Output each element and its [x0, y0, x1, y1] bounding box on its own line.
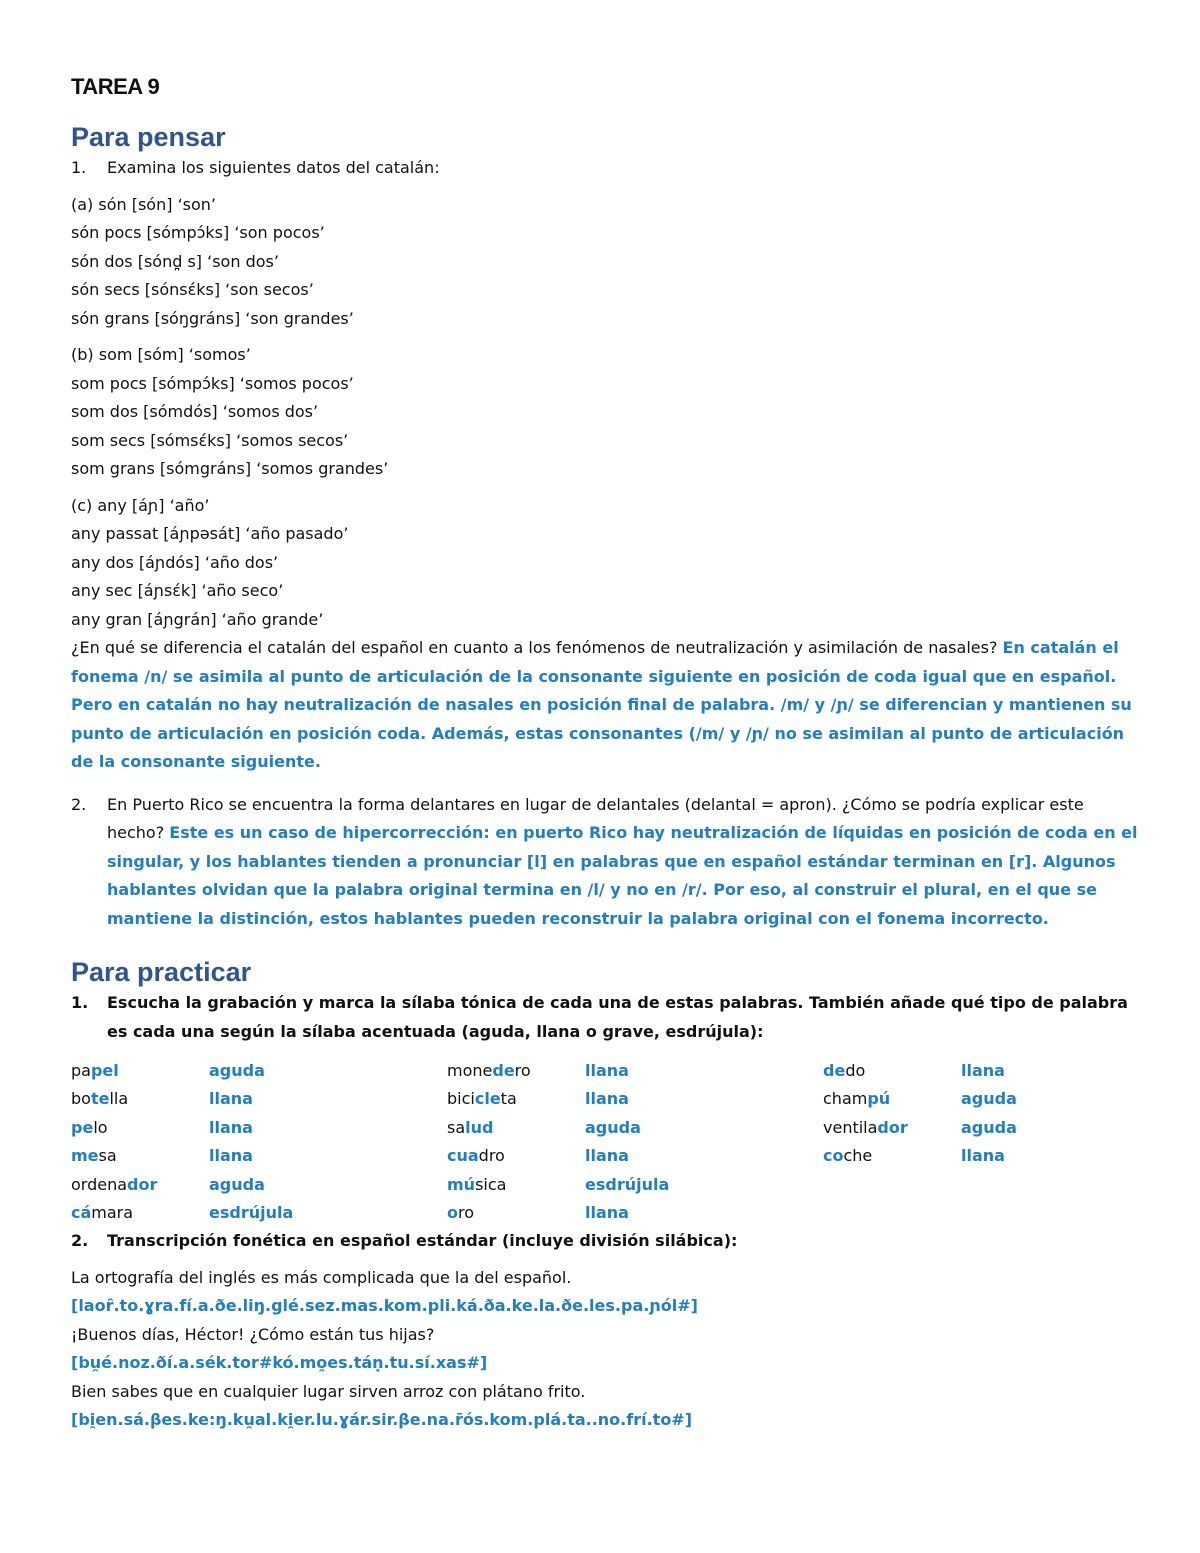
data-line: any passat [áɲpəsát] ‘año pasado’ [71, 524, 349, 543]
word-type-cell [961, 1170, 1081, 1199]
word-cell [447, 1170, 585, 1199]
document-page [71, 72, 1141, 1435]
data-line: (b) som [sóm] ‘somos’ [71, 345, 251, 364]
catalan-data-groups [71, 191, 1141, 635]
word-type: llana [209, 1146, 253, 1166]
word-unstressed-end: lo [93, 1117, 108, 1137]
table-row [71, 1113, 1081, 1142]
word-type-cell [961, 1142, 1081, 1171]
phonetic-transcription: [bu̯é.noz.ðí.a.sék.tor#kó.mo̯es.táṇ.tu.sí.xas#] [71, 1353, 488, 1372]
word-unstressed-end: ta [500, 1089, 517, 1109]
word-unstressed-end: sica [475, 1174, 507, 1194]
word-cell [71, 1199, 209, 1228]
stressed-syllable: dor [127, 1174, 158, 1194]
word [447, 1146, 505, 1165]
table-row [71, 1085, 1081, 1114]
data-line: any dos [áɲdós] ‘año dos’ [71, 552, 279, 572]
word-cell [71, 1056, 209, 1085]
data-line: són dos [sónd̪ s] ‘son dos’ [71, 251, 279, 271]
stressed-syllable: cá [71, 1203, 92, 1223]
word [447, 1061, 531, 1080]
stressed-syllable: pe [71, 1117, 94, 1137]
data-line: any gran [áɲgrán] ‘año grande’ [71, 609, 324, 629]
question-text: En Puerto Rico se encuentra la forma delantares en lugar de delantales (delantal = apron). ¿Cómo se podría explicar este hecho? [107, 794, 1084, 842]
transcription-list [71, 1264, 1141, 1435]
word-unstressed-end: che [843, 1146, 873, 1166]
word-unstressed-start: bo [71, 1089, 91, 1109]
word-cell [823, 1085, 961, 1114]
word-cell [447, 1199, 585, 1228]
question-1-paragraph [71, 634, 1141, 777]
stressed-syllable: me [71, 1146, 99, 1166]
stressed-syllable: cua [447, 1146, 479, 1166]
table-row [71, 1199, 1081, 1228]
word-type-cell [585, 1170, 823, 1199]
word [447, 1089, 517, 1108]
data-line: som dos [sómdós] ‘somos dos’ [71, 402, 319, 421]
stressed-syllable: mú [447, 1174, 476, 1194]
word-type: esdrújula [209, 1203, 294, 1223]
word-unstressed-end: do [845, 1060, 866, 1080]
question-number: 2. [71, 794, 87, 814]
word [447, 1175, 506, 1194]
word-type: llana [585, 1089, 629, 1109]
word-cell [823, 1113, 961, 1142]
word [823, 1118, 908, 1137]
phonetic-transcription: [laoȓ.to.ɣra.fí.a.ðe.liŋ.glé.sez.mas.kom.pli.ká.ða.ke.la.ðe.les.pa.ɲól#] [71, 1296, 698, 1315]
data-group [71, 191, 1141, 334]
exercise-1 [71, 989, 1141, 1046]
word-unstressed-end: lla [109, 1089, 129, 1109]
word-type-cell [961, 1113, 1081, 1142]
word-type-cell [209, 1113, 447, 1142]
table-row [71, 1056, 1081, 1085]
sentence: Bien sabes que en cualquier lugar sirven arroz con plátano frito. [71, 1381, 586, 1401]
word [823, 1061, 865, 1080]
table-row [71, 1170, 1081, 1199]
question-text: Examina los siguientes datos del catalán: [107, 158, 440, 177]
word-type-cell [209, 1056, 447, 1085]
data-line: som grans [sómgráns] ‘somos grandes’ [71, 459, 389, 478]
data-line: són pocs [sómpɔ́ks] ‘son pocos’ [71, 223, 325, 242]
word-type: aguda [961, 1089, 1017, 1109]
word-cell [823, 1199, 961, 1228]
word [71, 1089, 128, 1108]
word-type-cell [209, 1170, 447, 1199]
word-unstressed-end: sa [98, 1146, 117, 1166]
answer-text: En catalán el fonema /n/ se asimila al punto de articulación de la consonante siguiente en posición de coda igual que en español. Pero en catalán no hay neutralización de nasales en posición final de palabra. /m/ y /ɲ/ se diferencian y mantienen su punto de articulación en posición coda. Además, estas consonantes (/m/ y /ɲ/ no se asimilan al punto de articulación de la consonante siguiente. [71, 638, 1132, 771]
answer-text: Este es un caso de hipercorrección: en puerto Rico hay neutralización de líquidas en posición de coda en el singular, y los hablantes tienden a pronunciar [l] en palabras que en español estándar terminan en [r]. Algunos hablantes olvidan que la palabra original termina en /l/ y no en /r/. Por eso, al construir el plural, en el que se mantiene la distinción, estos hablantes pueden reconstruir la palabra original con el fonema incorrecto. [107, 823, 1138, 928]
sentence: ¡Buenos días, Héctor! ¿Cómo están tus hijas? [71, 1324, 435, 1344]
word-type-cell [209, 1199, 447, 1228]
word-cell [447, 1056, 585, 1085]
data-line: (a) són [són] ‘son’ [71, 194, 216, 214]
word [71, 1061, 119, 1080]
word-cell [71, 1142, 209, 1171]
word-unstressed-start: sa [447, 1117, 466, 1137]
word-unstressed-end: ro [514, 1060, 531, 1080]
word-cell [71, 1113, 209, 1142]
word [447, 1118, 493, 1137]
word-type: aguda [209, 1174, 265, 1194]
data-line: som secs [sómsɛ́ks] ‘somos secos’ [71, 430, 349, 450]
question-number: 1. [71, 158, 87, 177]
word-type-cell [961, 1056, 1081, 1085]
stressed-syllable: de [492, 1060, 515, 1080]
table-row [71, 1142, 1081, 1171]
data-line: són grans [sóŋgráns] ‘son grandes’ [71, 308, 354, 328]
word-unstressed-start: ventila [823, 1117, 878, 1137]
word-type: llana [585, 1203, 629, 1223]
word-cell [823, 1170, 961, 1199]
section-heading-practicar: Para practicar [71, 957, 252, 987]
sentence: La ortografía del inglés es más complicada que la del español. [71, 1267, 572, 1287]
word-unstressed-end: mara [91, 1203, 134, 1223]
word-unstressed-end: dro [478, 1146, 505, 1166]
word-type: aguda [209, 1060, 265, 1080]
word [71, 1146, 117, 1165]
word-type: llana [209, 1117, 253, 1137]
question-2 [71, 791, 1141, 934]
stressed-syllable: co [823, 1146, 844, 1166]
word-type-cell [585, 1199, 823, 1228]
word-cell [823, 1056, 961, 1085]
question-1 [71, 154, 1141, 183]
word [71, 1175, 157, 1194]
stressed-syllable: pel [90, 1060, 119, 1080]
word-type: llana [585, 1146, 629, 1166]
word-unstressed-start: pa [71, 1060, 91, 1080]
exercise-text: Escucha la grabación y marca la sílaba tónica de cada una de estas palabras. También añade qué tipo de palabra es cada una según la sílaba acentuada (aguda, llana o grave, esdrújula): [107, 993, 1128, 1041]
exercise-number: 2. [71, 1231, 89, 1250]
phonetic-transcription: [bi̯en.sá.βes.ke:ŋ.ku̯al.ki̯er.lu.ɣár.sir.βe.na.r̄ós.kom.plá.ta..no.frí.to#] [71, 1410, 693, 1429]
exercise-text: Transcripción fonética en español estándar (incluye división silábica): [107, 1231, 738, 1250]
word [823, 1089, 890, 1108]
word-type: llana [209, 1089, 253, 1109]
word-unstressed-start: ordena [71, 1174, 128, 1194]
word-cell [447, 1142, 585, 1171]
word-unstressed-start: bici [447, 1089, 475, 1109]
word-type: llana [961, 1060, 1005, 1080]
data-line: som pocs [sómpɔ́ks] ‘somos pocos’ [71, 373, 354, 393]
data-line: (c) any [áɲ] ‘año’ [71, 495, 210, 515]
word-type-cell [585, 1056, 823, 1085]
data-group [71, 492, 1141, 635]
word-type-cell [961, 1199, 1081, 1228]
word-cell [447, 1085, 585, 1114]
stressed-syllable: lud [465, 1117, 494, 1137]
word-unstressed-start: mone [447, 1060, 493, 1080]
data-line: són secs [sónsɛ́ks] ‘son secos’ [71, 280, 314, 299]
document-title: TAREA 9 [71, 74, 160, 99]
stressed-syllable: cle [474, 1089, 501, 1109]
word [71, 1118, 108, 1137]
stressed-syllable: te [90, 1089, 110, 1109]
stressed-syllable: de [823, 1060, 846, 1080]
word-cell [71, 1170, 209, 1199]
word [71, 1203, 133, 1222]
word-type: llana [585, 1060, 629, 1080]
stressed-syllable: pú [867, 1089, 891, 1109]
word [447, 1203, 474, 1222]
word-type-cell [585, 1085, 823, 1114]
stressed-syllable: dor [877, 1117, 908, 1137]
word-cell [447, 1113, 585, 1142]
stressed-syllable: o [447, 1203, 458, 1223]
word-cell [823, 1142, 961, 1171]
word-unstressed-end: ro [458, 1203, 475, 1223]
word-type: llana [961, 1146, 1005, 1166]
word [823, 1146, 872, 1165]
word-type-cell [585, 1113, 823, 1142]
section-heading-pensar: Para pensar [71, 122, 226, 152]
exercise-number: 1. [71, 993, 89, 1012]
word-type: esdrújula [585, 1174, 670, 1194]
data-group [71, 341, 1141, 484]
word-type: aguda [961, 1117, 1017, 1137]
exercise-2 [71, 1227, 1141, 1256]
word-cell [71, 1085, 209, 1114]
stress-words-table [71, 1056, 1081, 1227]
question-text: ¿En qué se diferencia el catalán del español en cuanto a los fenómenos de neutralización y asimilación de nasales? [71, 638, 1003, 657]
word-type-cell [585, 1142, 823, 1171]
word-unstressed-start: cham [823, 1089, 868, 1109]
word-type-cell [961, 1085, 1081, 1114]
word-type: aguda [585, 1117, 641, 1137]
word-type-cell [209, 1085, 447, 1114]
word-type-cell [209, 1142, 447, 1171]
data-line: any sec [áɲsɛ́k] ‘año seco’ [71, 581, 284, 600]
